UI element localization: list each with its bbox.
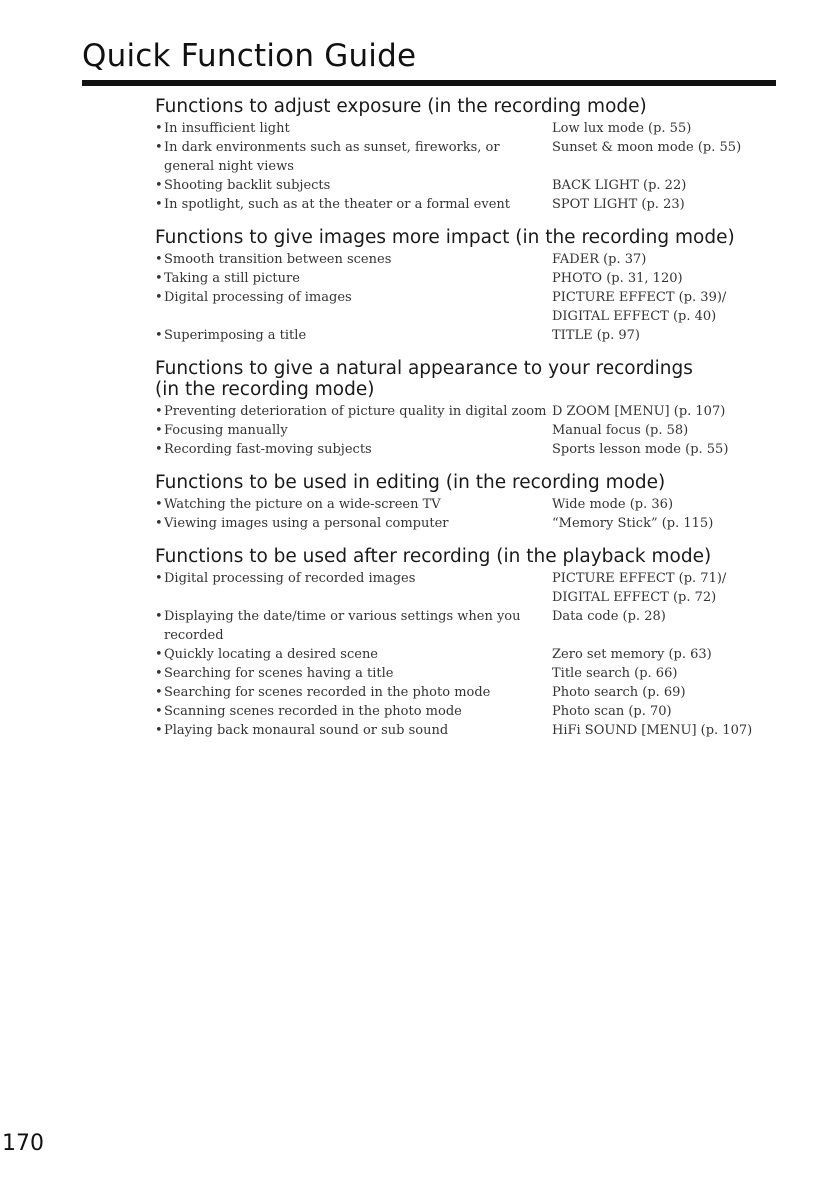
function-description (155, 269, 552, 288)
function-reference-line: Title search (p. 66) (552, 666, 678, 681)
function-reference (552, 721, 795, 740)
function-description-text: In dark environments such as sunset, fireworks, or general night views (164, 140, 500, 174)
section-heading (155, 472, 795, 493)
function-row (155, 269, 795, 288)
function-reference-line: Data code (p. 28) (552, 609, 666, 624)
section-heading-line: Functions to be used after recording (in the playback mode) (155, 546, 712, 567)
function-row (155, 702, 795, 721)
section-heading (155, 546, 795, 567)
function-description-text: Playing back monaural sound or sub sound (164, 723, 449, 738)
function-description-text: Shooting backlit subjects (164, 178, 331, 193)
bullet-icon: • (155, 516, 163, 531)
function-row (155, 569, 795, 607)
function-reference-line: Sunset & moon mode (p. 55) (552, 140, 742, 155)
function-description (155, 495, 552, 514)
section (155, 472, 795, 533)
function-reference-line: Low lux mode (p. 55) (552, 121, 692, 136)
function-reference-line: D ZOOM [MENU] (p. 107) (552, 404, 726, 419)
function-reference (552, 645, 795, 664)
function-reference (552, 495, 795, 514)
function-reference (552, 421, 795, 440)
function-reference (552, 195, 795, 214)
function-reference (552, 440, 795, 459)
function-description-text: Recording fast-moving subjects (164, 442, 372, 457)
section-heading (155, 227, 795, 248)
section-heading-line: Functions to be used in editing (in the recording mode) (155, 472, 666, 493)
bullet-icon: • (155, 252, 163, 267)
function-reference (552, 702, 795, 721)
function-reference-line: Zero set memory (p. 63) (552, 647, 712, 662)
function-reference (552, 569, 795, 607)
function-reference (552, 119, 795, 138)
bullet-icon: • (155, 609, 163, 624)
function-description (155, 514, 552, 533)
function-reference-line: FADER (p. 37) (552, 252, 647, 267)
function-description (155, 119, 552, 138)
bullet-icon: • (155, 328, 163, 343)
section (155, 358, 795, 459)
function-reference-line: PICTURE EFFECT (p. 39)/ (552, 290, 727, 305)
function-description (155, 683, 552, 702)
function-reference (552, 326, 795, 345)
function-description (155, 569, 552, 607)
function-row (155, 683, 795, 702)
function-reference-line: SPOT LIGHT (p. 23) (552, 197, 685, 212)
function-reference (552, 269, 795, 288)
function-description (155, 176, 552, 195)
function-reference (552, 288, 795, 326)
function-reference-line: Wide mode (p. 36) (552, 497, 674, 512)
function-description-text: Quickly locating a desired scene (164, 647, 379, 662)
section-heading-line: Functions to give a natural appearance to your recordings (155, 358, 693, 379)
function-description (155, 288, 552, 326)
function-row (155, 495, 795, 514)
function-description-text: Superimposing a title (164, 328, 307, 343)
function-description (155, 607, 552, 645)
function-reference (552, 176, 795, 195)
function-description-text: Searching for scenes having a title (164, 666, 394, 681)
function-description-text: In spotlight, such as at the theater or a formal event (164, 197, 511, 212)
function-row (155, 119, 795, 138)
function-description (155, 702, 552, 721)
section-heading (155, 358, 795, 400)
bullet-icon: • (155, 442, 163, 457)
bullet-icon: • (155, 271, 163, 286)
section-heading-line: Functions to give images more impact (in the recording mode) (155, 227, 735, 248)
function-row (155, 402, 795, 421)
function-description-text: Watching the picture on a wide-screen TV (164, 497, 441, 512)
section (155, 96, 795, 214)
function-row (155, 176, 795, 195)
function-description-text: Preventing deterioration of picture quality in digital zoom (164, 404, 547, 419)
function-description-text: Taking a still picture (164, 271, 300, 286)
function-description (155, 645, 552, 664)
function-description (155, 402, 552, 421)
function-description (155, 421, 552, 440)
function-row (155, 421, 795, 440)
function-reference-line: “Memory Stick” (p. 115) (552, 516, 714, 531)
function-reference (552, 138, 795, 176)
function-reference (552, 683, 795, 702)
function-description (155, 326, 552, 345)
bullet-icon: • (155, 647, 163, 662)
section-heading-line: Functions to adjust exposure (in the recording mode) (155, 96, 647, 117)
function-description-text: Searching for scenes recorded in the photo mode (164, 685, 491, 700)
bullet-icon: • (155, 423, 163, 438)
bullet-icon: • (155, 178, 163, 193)
function-description-text: Digital processing of images (164, 290, 352, 305)
section (155, 546, 795, 740)
function-description (155, 250, 552, 269)
bullet-icon: • (155, 704, 163, 719)
function-reference-line: PHOTO (p. 31, 120) (552, 271, 683, 286)
function-reference (552, 664, 795, 683)
section-heading (155, 96, 795, 117)
function-reference (552, 607, 795, 645)
function-row (155, 195, 795, 214)
function-row (155, 721, 795, 740)
page-number: 170 (2, 1131, 44, 1156)
function-description (155, 195, 552, 214)
function-row (155, 645, 795, 664)
section-heading-line: (in the recording mode) (155, 379, 375, 400)
bullet-icon: • (155, 290, 163, 305)
function-reference-line: TITLE (p. 97) (552, 328, 641, 343)
function-reference-line: DIGITAL EFFECT (p. 72) (552, 590, 717, 605)
function-guide-content (155, 96, 795, 753)
bullet-icon: • (155, 121, 163, 136)
function-description-text: Digital processing of recorded images (164, 571, 416, 586)
function-reference (552, 402, 795, 421)
function-description (155, 440, 552, 459)
title-rule (82, 80, 776, 86)
section (155, 227, 795, 345)
function-reference-line: PICTURE EFFECT (p. 71)/ (552, 571, 727, 586)
bullet-icon: • (155, 497, 163, 512)
function-reference (552, 514, 795, 533)
function-reference-line: HiFi SOUND [MENU] (p. 107) (552, 723, 753, 738)
function-reference-line: Photo search (p. 69) (552, 685, 686, 700)
function-reference-line: Manual focus (p. 58) (552, 423, 689, 438)
function-row (155, 514, 795, 533)
function-description-text: Viewing images using a personal computer (164, 516, 449, 531)
function-description-text: Smooth transition between scenes (164, 252, 392, 267)
function-description (155, 664, 552, 683)
function-reference-line: DIGITAL EFFECT (p. 40) (552, 309, 717, 324)
function-reference (552, 250, 795, 269)
bullet-icon: • (155, 197, 163, 212)
function-description-text: Displaying the date/time or various settings when you recorded (164, 609, 521, 643)
bullet-icon: • (155, 140, 163, 155)
function-row (155, 607, 795, 645)
function-description-text: In insufficient light (164, 121, 290, 136)
function-row (155, 440, 795, 459)
bullet-icon: • (155, 571, 163, 586)
function-row (155, 250, 795, 269)
function-reference-line: BACK LIGHT (p. 22) (552, 178, 687, 193)
bullet-icon: • (155, 404, 163, 419)
function-row (155, 288, 795, 326)
function-row (155, 326, 795, 345)
function-reference-line: Photo scan (p. 70) (552, 704, 672, 719)
page-title: Quick Function Guide (82, 38, 417, 74)
function-description-text: Focusing manually (164, 423, 288, 438)
bullet-icon: • (155, 666, 163, 681)
function-row (155, 664, 795, 683)
function-description-text: Scanning scenes recorded in the photo mode (164, 704, 462, 719)
function-row (155, 138, 795, 176)
bullet-icon: • (155, 685, 163, 700)
bullet-icon: • (155, 723, 163, 738)
function-reference-line: Sports lesson mode (p. 55) (552, 442, 729, 457)
function-description (155, 721, 552, 740)
function-description (155, 138, 552, 176)
